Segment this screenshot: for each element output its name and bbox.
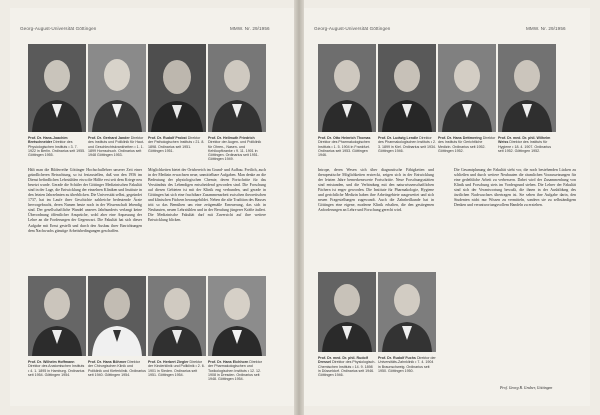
portrait-caption bbox=[498, 136, 556, 157]
portrait-photo bbox=[208, 276, 266, 356]
caption-name: Prof. Dr. Rudolf Probst bbox=[148, 136, 187, 140]
portrait-caption bbox=[28, 360, 86, 381]
caption-text: Direktor der Universitäts-Zahnklinik • 7. 4. 1904 in Braunschweig. Ordinarius seit 1950. Göttingen 1950. bbox=[378, 356, 436, 373]
portrait-photo bbox=[208, 44, 266, 132]
portrait-caption bbox=[208, 360, 266, 381]
right-bottom-captions bbox=[318, 356, 436, 377]
caption-text: Direktor des Pharmakologischen Instituts • 2. 3. 1899 in Kiel. Ordinarius seit 1934. Göttingen 1946. bbox=[378, 136, 436, 153]
right-top-portrait-row bbox=[318, 44, 556, 132]
left-page bbox=[10, 8, 294, 406]
portrait-photo bbox=[438, 44, 496, 132]
portrait-caption bbox=[208, 136, 266, 162]
portrait-photo bbox=[318, 272, 376, 352]
right-bottom-portrait-row bbox=[318, 272, 436, 352]
portrait-photo bbox=[148, 276, 206, 356]
right-top-captions bbox=[318, 136, 556, 157]
caption-name: Prof. Dr. Otto Heinrich Thomas bbox=[318, 136, 371, 140]
left-header-institution: Georg-August-Universität Göttingen bbox=[20, 26, 97, 31]
portrait-caption bbox=[88, 136, 146, 162]
caption-name: Prof. Dr. Herbert Ziegler bbox=[148, 360, 189, 364]
body-paragraph: Intrope, deren Wesen sich über diagnostische Fähigkeiten und therapeutische Möglichkeiten erstreckt, zeigen sich in der Entwicklung der letzten Jahre bemerkenswerte Fortschritte. Neue Forschungsstätten sind entstanden, und die Verbindung mit den naturwissenschaftlichen Fächern ist enger geworden. Die Institute für Pharmakologie, Hygiene und gerichtliche Medizin haben ihre Arbeitsgebiete ausgeweitet und sich neuen Fragestellungen zugewandt. Auch die Zahnheilkunde hat in Göttingen eine eigene, moderne Klinik erhalten, die den gestiegenen Anforderungen an Lehre und Forschung gerecht wird. bbox=[318, 168, 434, 213]
caption-name: Prof. Dr. Rudolf Fuchs bbox=[378, 356, 416, 360]
left-body-column-1 bbox=[28, 168, 142, 276]
body-paragraph: Die Gesamtplanung der Fakultät sieht vor, die noch bestehenden Lücken zu schließen und durch weitere Neubauten die räumlichen Voraussetzungen für eine gedeihliche Arbeit zu verbessern. Dabei wird der Zusammenhang von Klinik und Forschung stets im Vordergrund stehen. Die Lehrer der Fakultät sind sich der Verantwortung bewußt, die ihnen in der Ausbildung des ärztlichen Nachwuchses übertragen ist. Sie sehen ihre Aufgabe darin, den Studenten nicht nur Wissen zu vermitteln, sondern sie zu selbständigem Denken und verantwortungsvollem Handeln zu erziehen. bbox=[454, 168, 576, 208]
portrait-caption bbox=[378, 356, 436, 377]
left-top-captions bbox=[28, 136, 266, 162]
portrait-caption bbox=[378, 136, 436, 157]
caption-name: Prof. Dr. Gerhard Jander bbox=[88, 136, 130, 140]
left-body-column-2 bbox=[148, 168, 266, 276]
right-page bbox=[304, 8, 590, 406]
caption-text: Direktor des Instituts und Poliklinik für Haut- und Geschlechtskrankheiten • 1. 1. 1899 Hornschuch. Ordinarius seit 1948 Göttingen 1953. bbox=[88, 136, 145, 158]
page-gutter bbox=[294, 0, 304, 415]
portrait-photo bbox=[88, 44, 146, 132]
portrait-photo bbox=[28, 276, 86, 356]
caption-text: Direktor der Pharmakologischen und Toxikologischen Instituts • 12. 12. 1908 in Dresden. Ordinarius seit 1948. Göttingen 1954. bbox=[208, 360, 262, 382]
portrait-photo bbox=[88, 276, 146, 356]
caption-text: Direktor des Instituts für Gerichtliche Medizin. Ordinarius seit 1952. Göttingen 1952. bbox=[438, 136, 496, 153]
right-header-date: MMW. Nr. 29/1956 bbox=[526, 26, 566, 31]
caption-text: Direktor der Pathologischen Instituts • 21. 8. 1898. Ordinarius seit 1951. Göttingen 1951. bbox=[148, 136, 205, 153]
right-body-column-2 bbox=[454, 168, 576, 380]
portrait-photo bbox=[318, 44, 376, 132]
caption-name: Prof. Dr. Hans Dettmering bbox=[438, 136, 482, 140]
right-body-column-1 bbox=[318, 168, 434, 268]
caption-name: Prof. Dr. Hans Eichhorn bbox=[208, 360, 249, 364]
portrait-photo bbox=[148, 44, 206, 132]
caption-text: Direktor der Augen- und Poliklinik für Ohren-, Nasen- und Kehlkopfkranke • 9. 11. 1901 in Göttingen. Ordinarius seit 1951. Göttingen 1949. bbox=[208, 140, 262, 162]
right-header-institution: Georg-August-Universität Göttingen bbox=[314, 26, 391, 31]
caption-text: Direktor des Pharmakologischen Instituts • 1. 5. 1904 in Frankfurt. Ordinarius seit 1953. Göttingen 1946. bbox=[318, 140, 370, 158]
portrait-photo bbox=[378, 272, 436, 352]
body-paragraph: Hält man die Bilderreihe Göttinger Hochschullehrer unserer Zeit einer gründlicheren Betrachtung, so ist festzustellen, daß von den 1956 im Dienst befindlichen Lehrstühlen etwa die Hälfte erst seit dem Kriege neu besetzt wurde. Gerade die Schüler der Göttinger Medizinischen Fakultät sind in der Lage, die Entwicklung der einzelnen Kliniken und Institute in den letzten Jahrzehnten zu überblicken. Die Universität selbst, gegründet 1737, hat im Laufe ihrer Geschichte zahlreiche bedeutende Ärzte hervorgebracht, deren Namen heute noch in der Wissenschaft lebendig sind. Der gesellschaftliche Wandel unseres Jahrhunderts verlangt keine Überordnung öffentlicher Ansprüche, wohl aber eine Anpassung der Lehre an die Forderungen der Gegenwart. Die Fakultät hat sich dieser Aufgabe mit Ernst gestellt und durch den Ausbau ihrer Einrichtungen dem Nachwuchs günstige Arbeitsbedingungen geschaffen. bbox=[28, 168, 142, 233]
caption-name: Prof. Dr. Hans Böhmer bbox=[88, 360, 127, 364]
portrait-caption bbox=[318, 356, 376, 377]
portrait-photo bbox=[498, 44, 556, 132]
caption-name: Prof. Dr. med. Dr. phil. Rudolf Dressel bbox=[318, 356, 368, 365]
author-signature: Prof. Georg B. Gruber, Göttingen bbox=[500, 386, 553, 390]
caption-name: Prof. Dr. Ludwig Lendle bbox=[378, 136, 419, 140]
caption-text: Direktor des Physiologisch-Chemischen Instituts • 14. 9. 1898 in Düsseldorf. Ordinarius seit 1946. Göttingen 1946. bbox=[318, 360, 376, 378]
caption-name: Prof. Dr. Hans-Joachim Bretschneider bbox=[28, 136, 68, 145]
left-header-date: MMW. Nr. 29/1956 bbox=[230, 26, 270, 31]
portrait-caption bbox=[148, 360, 206, 381]
caption-text: Direktor der Kinderklinik und Poliklinik • 2. 6. 1901 in Sieden. Ordinarius seit 1951. Göttingen 1954. bbox=[148, 360, 205, 377]
left-bottom-portrait-row bbox=[28, 276, 266, 356]
caption-name: Prof. Dr. Wilhelm Hoffmann bbox=[28, 360, 75, 364]
caption-text: Direktor des Anatomischen Instituts • 4. 1. 1895 in Hamburg. Ordinarius seit 1954. Göttingen 1954. bbox=[28, 364, 85, 377]
portrait-photo bbox=[378, 44, 436, 132]
portrait-caption bbox=[318, 136, 376, 157]
caption-text: Direktor der Chirurgischen Klinik und Poliklinik und Kieferklinik. Ordinarius seit 1940. Göttingen 1954. bbox=[88, 360, 146, 377]
portrait-photo bbox=[28, 44, 86, 132]
left-top-portrait-row bbox=[28, 44, 266, 132]
body-paragraph: Möglichkeiten bietet der Ortsbereich im Grund- und Aufbau. Freilich, auch in der Medizin erwachsen neue, unmittelbare Aufgaben. Man denke an die Bedeutung der physiologischen Chemie, deren Fortschritte für das Verständnis des Lebendigen entscheidend geworden sind. Die Forschung auf diesen Gebieten ist mit der Klinik eng verbunden, und gerade in Göttingen hat sich eine fruchtbare Zusammenarbeit zwischen theoretischen und klinischen Fächern herausgebildet. Neben die alte Tradition des Hauses tritt so das Bemühen um eine zeitgemäße Erneuerung, das sich in Neubauten, neuen Lehrstühlen und in der Berufung jüngerer Kräfte äußert. Die Medizinische Fakultät darf mit Zuversicht auf ihre weitere Entwicklung blicken. bbox=[148, 168, 266, 223]
caption-text: Direktor des Instituts für Hygiene • 18. 4. 1907. Ordinarius seit 1952. Göttingen 1952. bbox=[498, 140, 551, 153]
portrait-caption bbox=[88, 360, 146, 381]
portrait-caption bbox=[148, 136, 206, 162]
left-bottom-captions bbox=[28, 360, 266, 381]
caption-name: Prof. Dr. med. Dr. phil. Wilhelm Weiss bbox=[498, 136, 551, 145]
caption-name: Prof. Dr. Hellmuth Friedrich bbox=[208, 136, 255, 140]
portrait-caption bbox=[28, 136, 86, 162]
caption-text: Direktor des Physiologischen Instituts • 3. 7. 1922 in Berlin. Ordinarius seit 1955. Göttingen 1955. bbox=[28, 140, 86, 158]
portrait-caption bbox=[438, 136, 496, 157]
